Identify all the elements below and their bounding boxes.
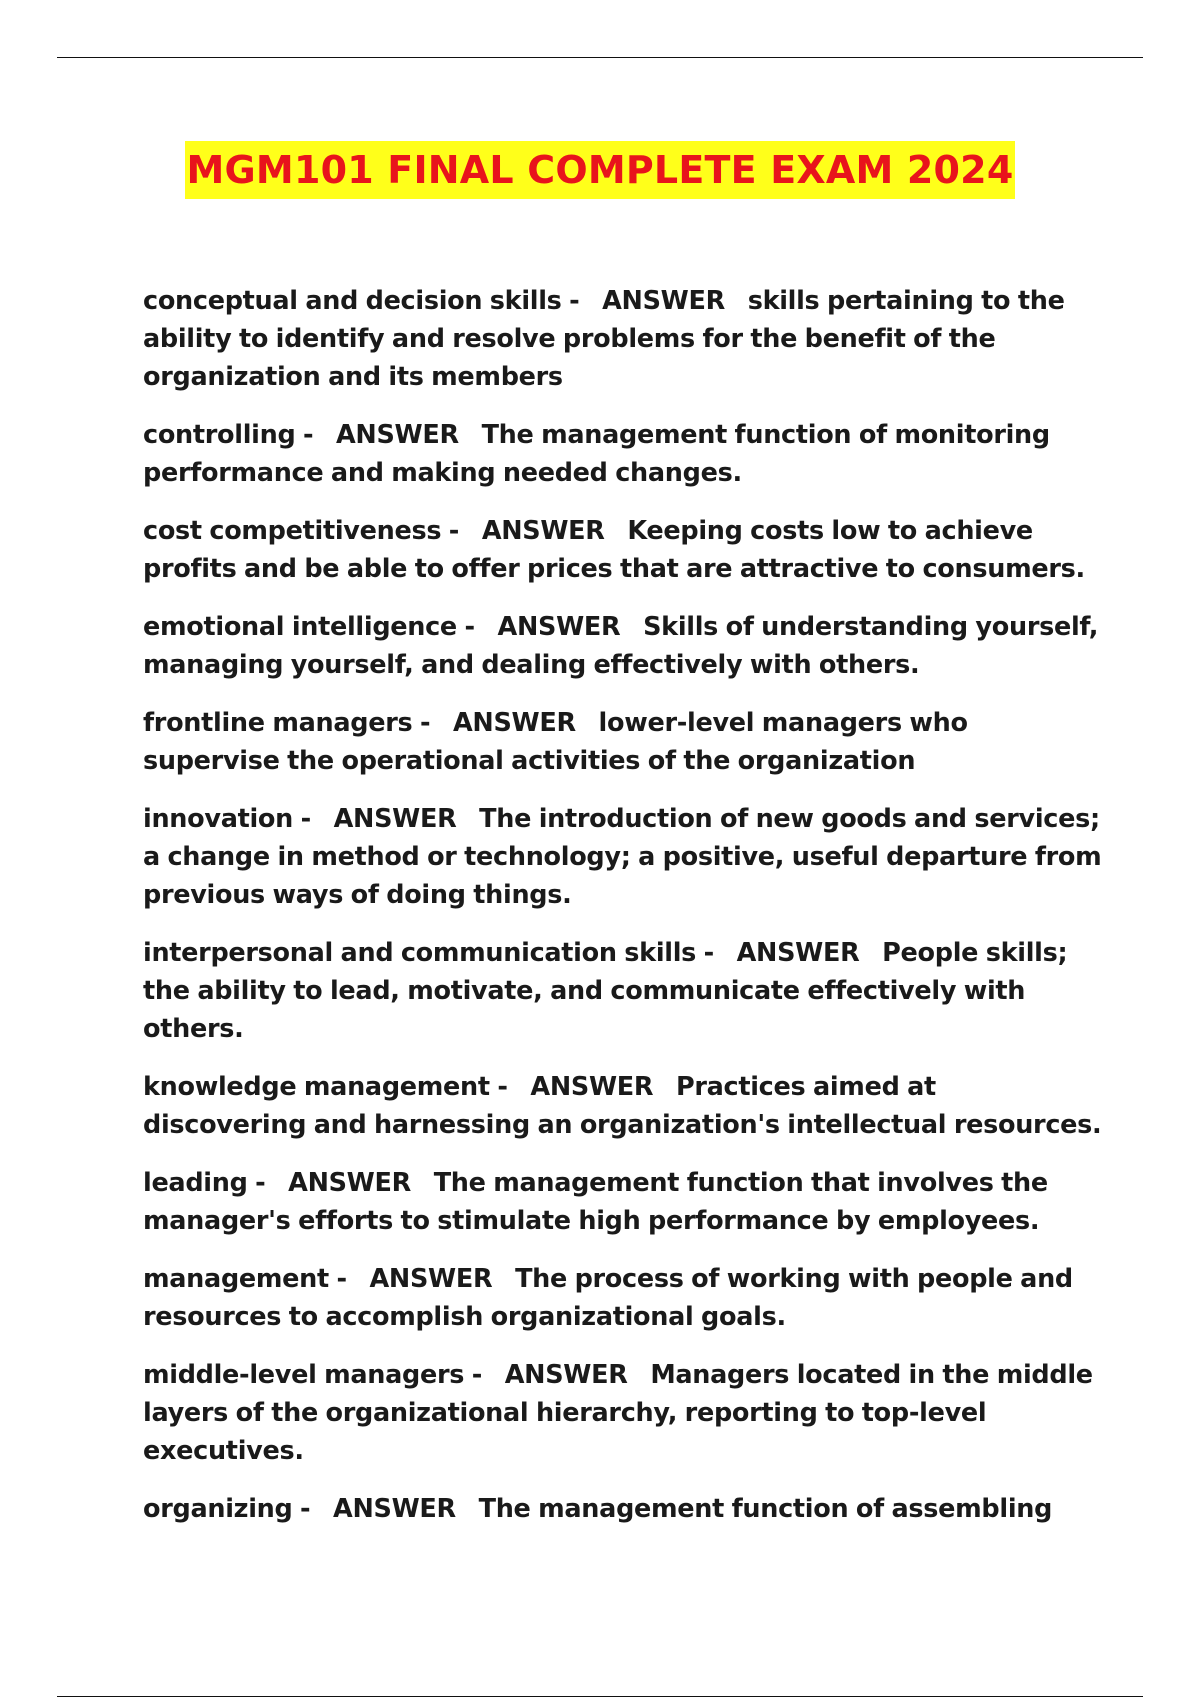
answer-label: ANSWER — [481, 516, 605, 546]
entry-term: conceptual and decision skills - — [143, 286, 580, 316]
entry-definition: The management function that involves the manager's efforts to stimulate high performance by employees. — [143, 1168, 1048, 1236]
entry-definition: The management function of assembling — [478, 1494, 1053, 1524]
qa-entry — [143, 1260, 1103, 1336]
entry-term: knowledge management - — [143, 1072, 508, 1102]
answer-label: ANSWER — [336, 420, 459, 450]
entry-term: emotional intelligence - — [143, 612, 475, 642]
entry-definition: Skills of understanding yourself, managing yourself, and dealing effectively with others. — [143, 612, 1099, 680]
entry-definition: The process of working with people and resources to accomplish organizational goals. — [143, 1264, 1073, 1332]
qa-entry — [143, 608, 1103, 684]
entry-definition: skills pertaining to the ability to identify and resolve problems for the benefit of the organization and its members — [143, 286, 1065, 392]
answer-label: ANSWER — [333, 1494, 456, 1524]
entry-term: frontline managers - — [143, 708, 431, 738]
top-divider — [57, 57, 1143, 58]
entry-definition: Keeping costs low to achieve profits and be able to offer prices that are attractive to consumers. — [143, 516, 1085, 584]
entry-definition: People skills; the ability to lead, motivate, and communicate effectively with others. — [143, 938, 1068, 1044]
entry-term: innovation - — [143, 804, 311, 834]
qa-entry — [143, 800, 1103, 914]
entry-term: controlling - — [143, 420, 314, 450]
answer-label: ANSWER — [736, 938, 860, 968]
entry-definition: lower-level managers who supervise the operational activities of the organization — [143, 708, 968, 776]
entry-term: leading - — [143, 1168, 266, 1198]
answer-label: ANSWER — [333, 804, 457, 834]
entry-definition: The management function of monitoring performance and making needed changes. — [143, 420, 1050, 488]
entry-term: middle-level managers - — [143, 1360, 483, 1390]
document-title: MGM101 FINAL COMPLETE EXAM 2024 — [185, 141, 1016, 199]
qa-entry — [143, 704, 1103, 780]
answer-label: ANSWER — [288, 1168, 411, 1198]
entry-term: interpersonal and communication skills - — [143, 938, 714, 968]
qa-entry — [143, 282, 1103, 396]
qa-entry — [143, 1490, 1103, 1528]
qa-entry — [143, 1164, 1103, 1240]
entry-term: management - — [143, 1264, 347, 1294]
answer-label: ANSWER — [369, 1264, 493, 1294]
answer-label: ANSWER — [602, 286, 725, 316]
entry-definition: Practices aimed at discovering and harnessing an organization's intellectual resources. — [143, 1072, 1102, 1140]
entry-definition: Managers located in the middle layers of the organizational hierarchy, reporting to top-level executives. — [143, 1360, 1093, 1466]
bottom-divider — [57, 1696, 1143, 1697]
entry-term: cost competitiveness - — [143, 516, 460, 546]
entry-definition: The introduction of new goods and services; a change in method or technology; a positive, useful departure from previous ways of doing things. — [143, 804, 1102, 910]
qa-entry — [143, 416, 1103, 492]
entry-term: organizing - — [143, 1494, 311, 1524]
answer-label: ANSWER — [452, 708, 576, 738]
qa-entry — [143, 934, 1103, 1048]
answer-label: ANSWER — [504, 1360, 628, 1390]
qa-entry — [143, 512, 1103, 588]
answer-label: ANSWER — [530, 1072, 654, 1102]
qa-entry — [143, 1356, 1103, 1470]
qa-list — [143, 282, 1103, 1548]
qa-entry — [143, 1068, 1103, 1144]
answer-label: ANSWER — [497, 612, 621, 642]
title-container — [0, 141, 1200, 199]
